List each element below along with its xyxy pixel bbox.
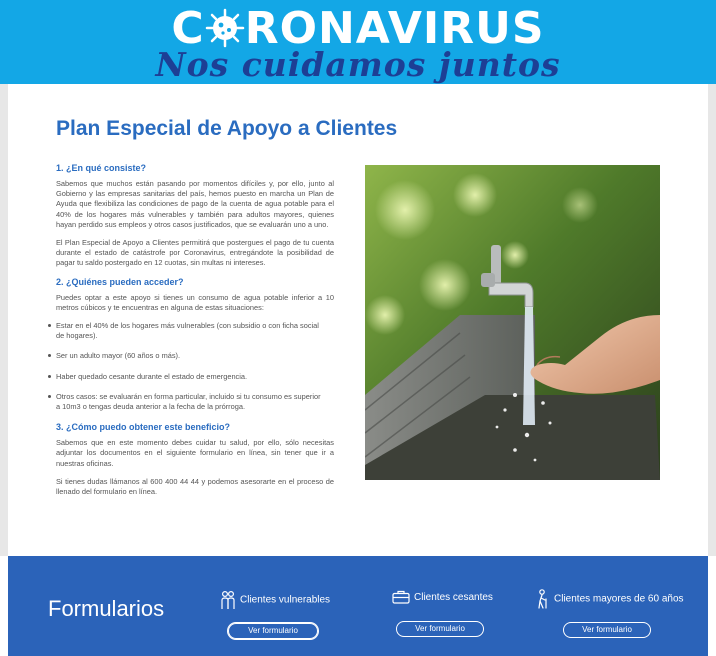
- section-paragraph: El Plan Especial de Apoyo a Clientes permitirá que postergues el pago de tu cuenta durante el estado de catástrofe por Coronavirus, entregándote la posibilidad de pagar tu saldo postergado en 12 cuotas, sin multas ni intereses.: [56, 238, 334, 268]
- section-paragraph: Puedes optar a este apoyo si tienes un consumo de agua potable inferior a 10 metros cúbicos y te encuentras en alguna de estas situaciones:: [56, 292, 334, 312]
- list-item: Estar en el 40% de los hogares más vulnerables (con subsidio o con ficha social de hogares).: [56, 321, 334, 341]
- section-heading-who: 2. ¿Quiénes pueden acceder?: [56, 276, 184, 287]
- section-heading-how: 3. ¿Cómo puedo obtener este beneficio?: [56, 422, 231, 433]
- view-form-unemployed-button[interactable]: Ver formulario: [396, 621, 484, 637]
- section-paragraph: Sabemos que muchos están pasando por momentos difíciles y, por ello, junto al Gobierno y las empresas sanitarias del país, hemos puesto en marcha un Plan de Ayuda que flexibiliza las condiciones de pago de la cuenta de agua potable para el 40% de los hogares más vulnerables y también para adultos mayores, quienes hayan perdido sus empleos y otros casos justificados, que se evaluarán uno a uno.: [56, 179, 334, 229]
- eligibility-list: [56, 321, 334, 412]
- list-item: Ser un adulto mayor (60 años o más).: [56, 351, 334, 361]
- list-item: Haber quedado cesante durante el estado de emergencia.: [56, 372, 334, 382]
- page-frame-left: [0, 84, 8, 556]
- form-seniors-clients: [536, 586, 706, 646]
- page-frame-right: [708, 84, 716, 556]
- section-paragraph: Si tienes dudas llámanos al 600 400 44 44 y podemos asesorarte en el proceso de llenado del formulario en línea.: [56, 476, 334, 497]
- form-vulnerable-clients: [220, 586, 360, 646]
- briefcase-icon: [392, 590, 410, 604]
- form-unemployed-clients: [392, 586, 512, 646]
- form-label-text: Clientes vulnerables: [240, 594, 331, 606]
- people-icon: [220, 590, 236, 610]
- virus-icon: [205, 8, 245, 48]
- form-label-text: Clientes cesantes: [414, 592, 493, 603]
- view-form-seniors-button[interactable]: Ver formulario: [563, 622, 651, 638]
- form-label: [220, 590, 330, 611]
- form-label: [536, 589, 684, 610]
- page-title: Plan Especial de Apoyo a Clientes: [56, 117, 398, 140]
- forms-title: Formularios: [48, 596, 165, 621]
- coronavirus-banner: [0, 0, 716, 84]
- brand-slogan: Nos cuidamos juntos: [155, 45, 561, 84]
- form-label: [392, 588, 493, 608]
- section-heading-what: 1. ¿En qué consiste?: [56, 163, 147, 173]
- hand-washing-photo: [365, 165, 660, 480]
- form-label-text: Clientes mayores de 60 años: [554, 593, 684, 605]
- view-form-vulnerable-button[interactable]: Ver formulario: [228, 623, 318, 639]
- forms-section: [8, 556, 708, 656]
- brand-title-suffix: RONAVIRUS: [244, 3, 545, 54]
- list-item: Otros casos: se evaluarán en forma particular, incluido si tu consumo es superior a 10m3 o tengas deuda anterior a la fecha de la prórroga.: [56, 392, 334, 412]
- section-paragraph: Sabemos que en este momento debes cuidar tu salud, por ello, sólo necesitas adjuntar los documentos en el siguiente formulario en línea, sin tener que ir a nuestras oficinas.: [56, 438, 334, 468]
- brand-title-prefix: C: [171, 3, 205, 54]
- info-text-column: [56, 163, 334, 505]
- elderly-person-icon: [536, 589, 550, 609]
